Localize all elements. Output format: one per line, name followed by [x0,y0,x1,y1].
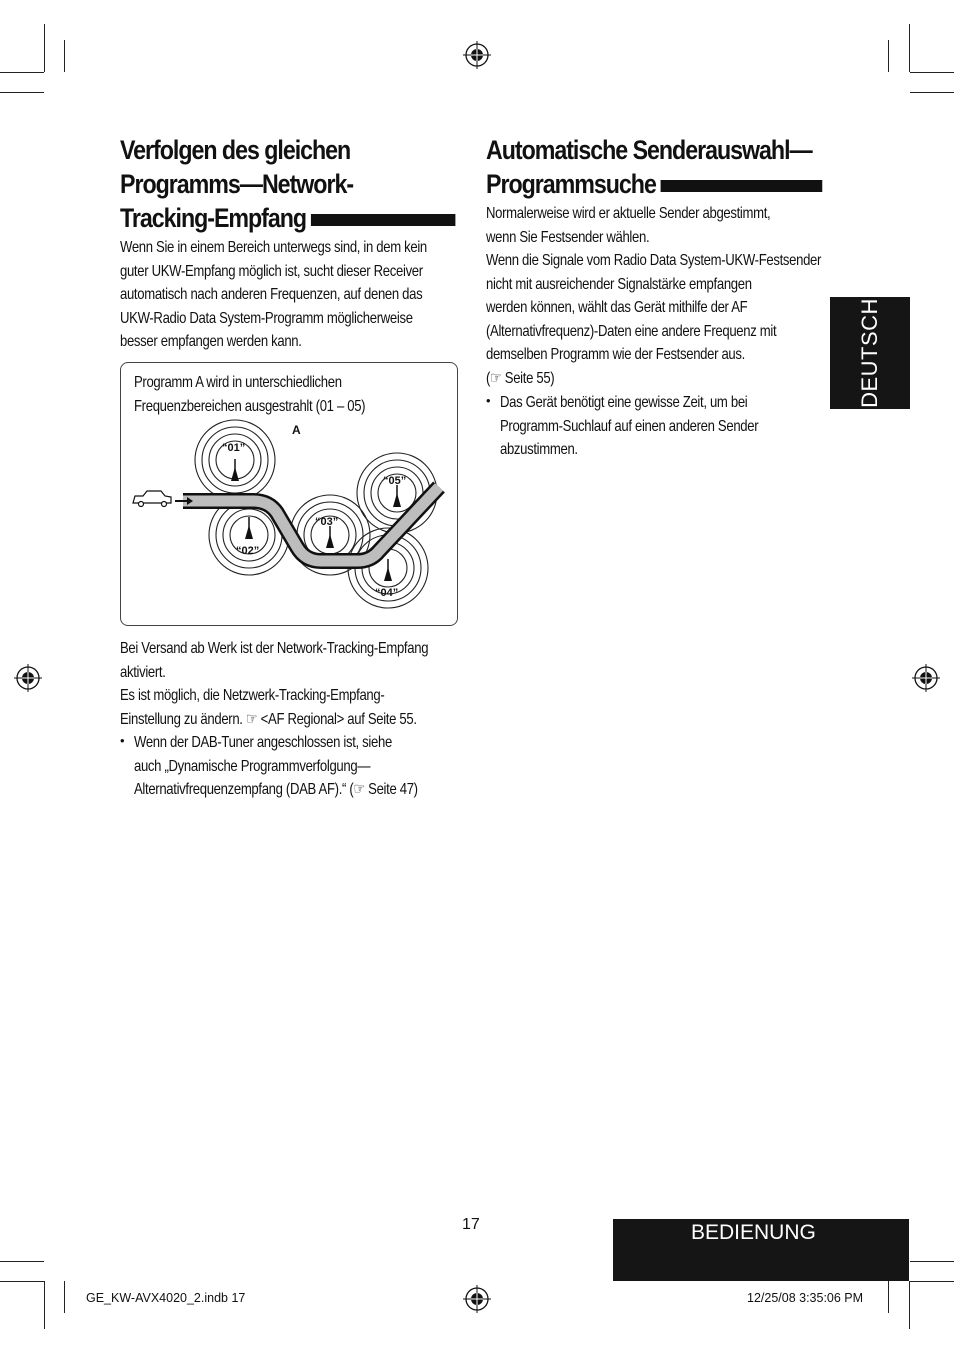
section-tab [613,1219,909,1281]
coverage-map [121,363,457,625]
text-line: Programm A wird in unterschiedlichen [134,374,342,391]
text-line: werden können, wählt das Gerät mithilfe der AF [486,299,748,316]
left-title-line: Programms—Network- [120,169,354,199]
registration-mark [463,1285,491,1313]
right-body-paragraph [486,202,821,390]
text-line: UKW-Radio Data System-Programm möglicherweise [120,309,413,327]
slug-timestamp: 12/25/08 3:35:06 PM [747,1291,864,1305]
crop-mark [0,1281,44,1282]
page-number: 17 [462,1216,480,1233]
right-section-title [486,133,823,201]
section-tab-label: BEDIENUNG [691,1221,816,1244]
crop-mark [64,1281,65,1313]
registration-mark [463,41,491,69]
text-line: (☞ Seite 55) [486,369,555,387]
left-title-line: Tracking-Empfang [120,201,456,235]
right-bullet-item [500,391,758,462]
heading-bar [661,180,823,192]
bullet-marker: • [486,393,491,408]
bullet-marker: • [120,733,125,748]
crop-mark [910,72,954,73]
left-title-line: Verfolgen des gleichen [120,135,351,165]
text-line: Programm-Suchlauf auf einen anderen Sender [500,417,759,435]
left-bullet-item [134,731,418,802]
crop-mark [888,1281,889,1313]
right-title-line: Automatische Senderauswahl— [486,135,812,165]
text-line: Das Gerät benötigt eine gewisse Zeit, um bei [500,394,748,411]
language-tab [830,297,910,409]
crop-mark [64,40,65,72]
text-line: aktiviert. [120,663,166,681]
crop-mark [910,1281,954,1282]
text-line: abzustimmen. [500,441,578,458]
crop-mark [44,1281,45,1329]
text-line: Bei Versand ab Werk ist der Network-Tracking-Empfang [120,640,429,657]
crop-mark [0,92,44,93]
text-line: wenn Sie Festsender wählen. [486,228,650,246]
text-line: Einstellung zu ändern. ☞ <AF Regional> auf Seite 55. [120,710,417,728]
station-label-03: “03” [315,516,339,528]
text-line: automatisch nach anderen Frequenzen, auf denen das [120,286,423,303]
text-line: Frequenzbereichen ausgestrahlt (01 – 05) [134,397,366,415]
network-tracking-diagram [120,362,458,626]
text-line: guter UKW-Empfang möglich ist, sucht dieser Receiver [120,262,423,280]
text-line: (Alternativfrequenz)-Daten eine andere Frequenz mit [486,322,777,340]
slug-filename: GE_KW-AVX4020_2.indb 17 [86,1291,246,1305]
station-label-01: “01” [222,442,246,454]
text-line: nicht mit ausreichender Signalstärke empfangen [486,275,752,293]
program-a-label: A [292,423,301,437]
text-line: Normalerweise wird er aktuelle Sender abgestimmt, [486,205,771,222]
crop-mark [44,24,45,72]
left-intro-paragraph [120,236,427,354]
crop-mark [909,24,910,72]
crop-mark [0,1261,44,1262]
crop-mark [888,40,889,72]
text-line: Wenn Sie in einem Bereich unterwegs sind, in dem kein [120,239,427,256]
station-label-02: “02” [236,545,260,557]
text-line: besser empfangen werden kann. [120,333,302,350]
station-label-05: “05” [383,475,407,487]
crop-mark [910,92,954,93]
station-label-04: “04” [375,587,399,599]
text-line: auch „Dynamische Programmverfolgung— [134,757,371,775]
registration-mark [912,664,940,692]
crop-mark [909,1281,910,1329]
text-line: Alternativfrequenzempfang (DAB AF).“ (☞ Seite 47) [134,781,418,798]
crop-mark [910,1261,954,1262]
language-tab-label: DEUTSCH [857,298,882,408]
left-section-title [120,133,456,235]
text-line: Wenn der DAB-Tuner angeschlossen ist, siehe [134,734,392,751]
crop-mark [0,72,44,73]
right-title-line: Programmsuche [486,167,823,201]
heading-bar [311,214,455,226]
registration-mark [14,664,42,692]
text-line: demselben Programm wie der Festsender aus. [486,346,745,363]
text-line: Es ist möglich, die Netzwerk-Tracking-Empfang- [120,687,385,704]
left-after-paragraph [120,637,428,731]
text-line: Wenn die Signale vom Radio Data System-UKW-Festsender [486,252,822,269]
